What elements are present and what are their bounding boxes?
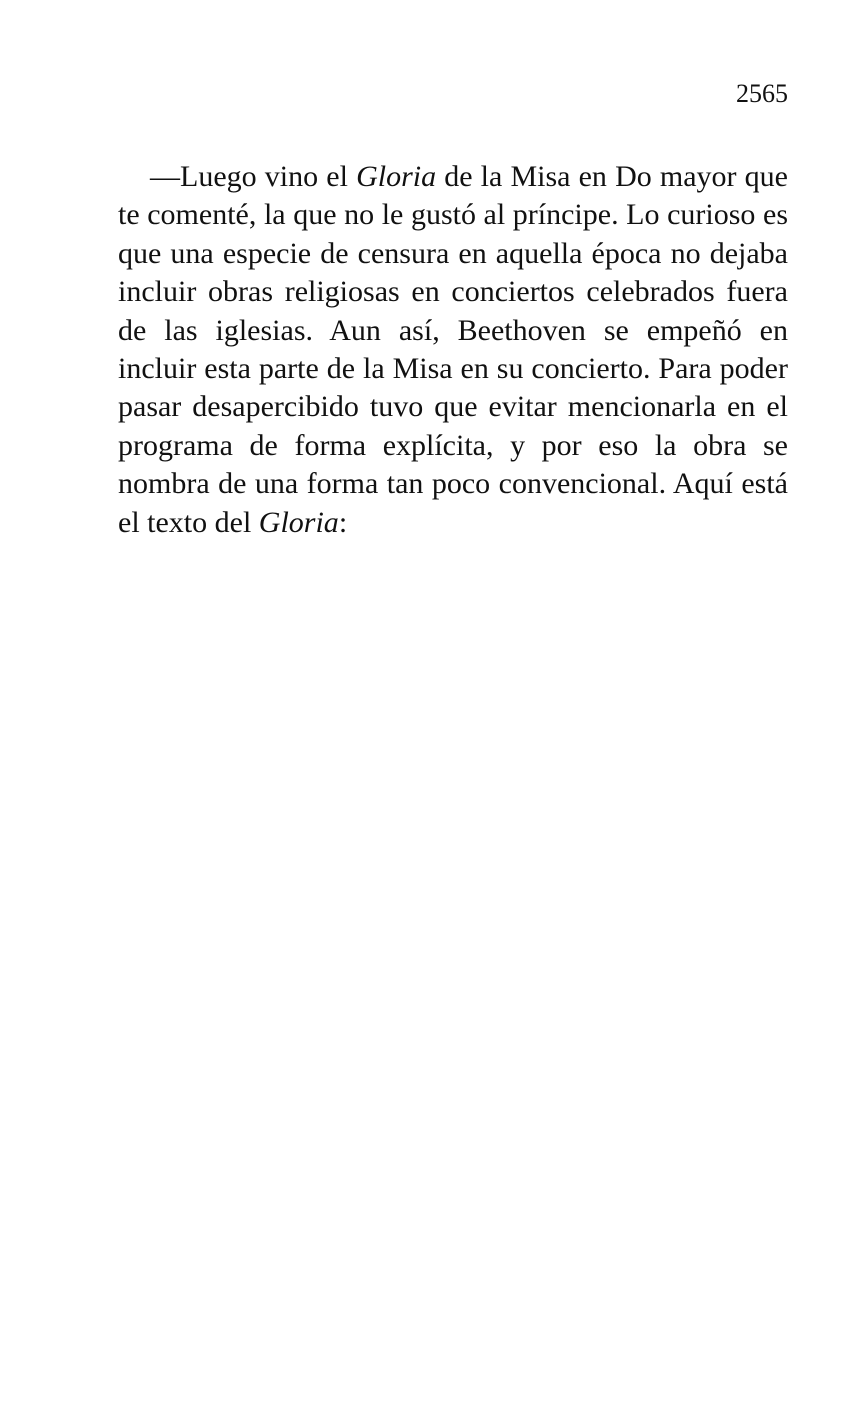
page-number: 2565 xyxy=(736,79,788,108)
body-paragraph xyxy=(118,158,788,542)
italic-title-gloria: Gloria xyxy=(356,160,437,193)
text-segment: : xyxy=(338,505,348,539)
italic-title-gloria: Gloria xyxy=(258,505,339,539)
text-segment: —Luego vino el xyxy=(150,160,357,193)
text-segment: de la Misa en Do mayor que te comenté, la que no le gustó al príncipe. Lo curioso es que una especie de censura en aquella época no dejaba incluir obras religiosas en conciertos celebrados fuera de las iglesias. Aun así, Beethoven se empeñó en incluir esta parte de la Misa en su concierto. Para poder pasar desapercibido tuvo que evitar mencionarla en el programa de forma explícita, y por eso la obra se nombra de una forma tan poco convencional. Aquí está el texto del xyxy=(118,160,788,539)
